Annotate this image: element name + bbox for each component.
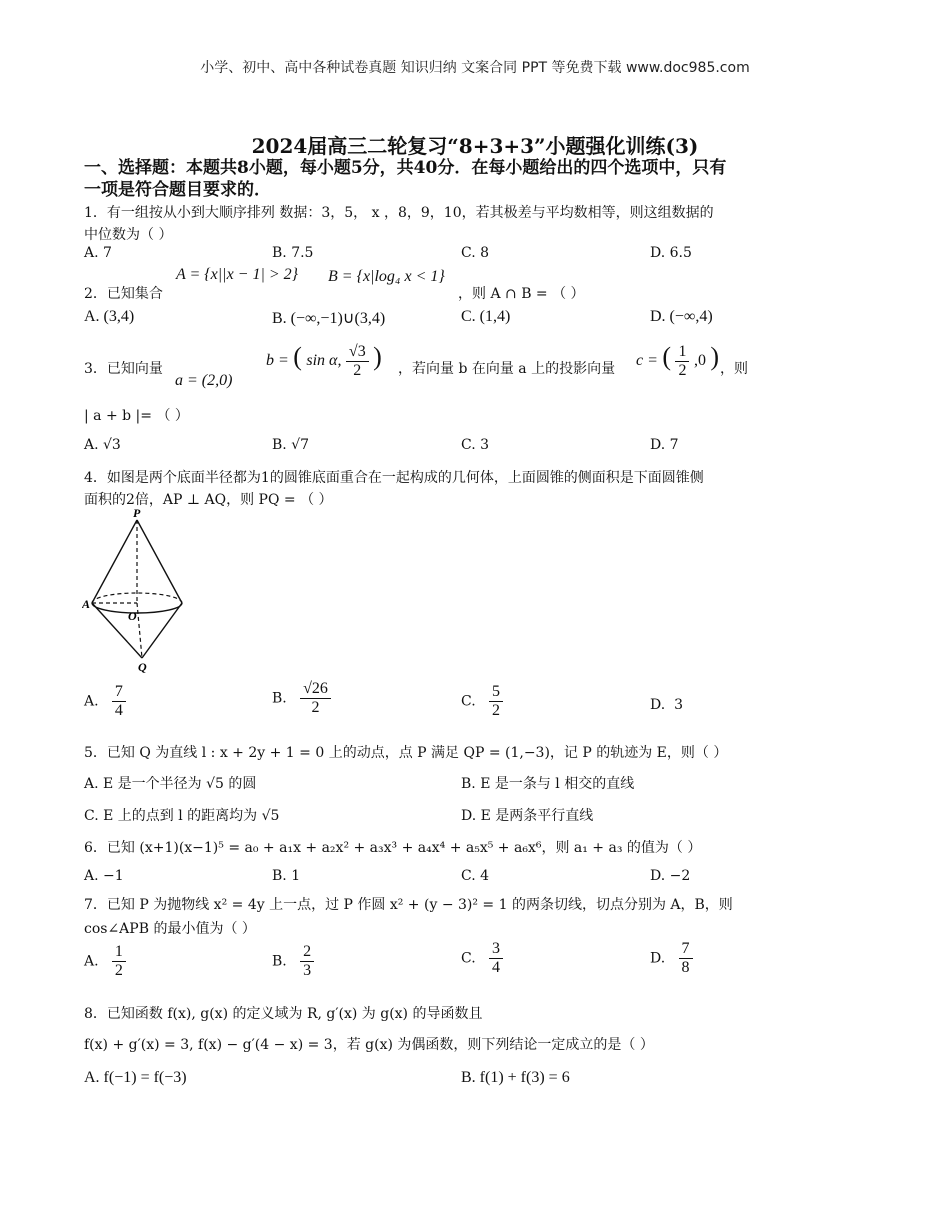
q2-stem-prefix: 2．已知集合 [84,286,163,302]
q7-stem-line1: 7．已知 P 为抛物线 x² = 4y 上一点，过 P 作圆 x² + (y − 3)² = 1 的两条切线，切点分别为 A，B，则 [84,897,733,913]
q8-stem-line1: 8．已知函数 f(x), g(x) 的定义域为 R, g′(x) 为 g(x) 的导函数且 [84,1006,483,1022]
q8-option-b: B. f(1) + f(3) = 6 [461,1069,570,1086]
q5-stem: 5．已知 Q 为直线 l : x + 2y + 1 = 0 上的动点，点 P 满足 QP = (1,−3)，记 P 的轨迹为 E，则（ ） [84,745,728,761]
q6-option-c: C. 4 [461,868,490,884]
label-a: A [82,597,91,611]
q2-option-b: B. (−∞,−1)∪(3,4) [272,310,386,327]
q4-option-c: C. $\frac{5}{2}$ [461,683,503,720]
label-o: O [128,609,137,623]
q2-set-a: A = {x||x − 1| > 2} [176,266,299,283]
q3-stem-mid: ，若向量 b 在向量 a 上的投影向量 [398,361,616,377]
label-p: P [133,508,141,520]
q6-option-d: D. −2 [650,868,691,884]
q3-stem-prefix: 3．已知向量 [84,361,163,377]
q3-option-b: B. √7 [272,437,310,453]
page-header: 小学、初中、高中各种试卷真题 知识归纳 文案合同 PPT 等免费下载 www.doc985.com [200,60,750,76]
q2-set-b: B = {x|log₄ x < 1} [328,268,445,285]
page-title: 2024届高三二轮复习“8+3+3”小题强化训练(3) [251,134,699,158]
q4-stem-line1: 4．如图是两个底面半径都为1的圆锥底面重合在一起构成的几何体，上面圆锥的侧面积是下面圆锥侧 [84,470,704,486]
q1-stem-line2: 中位数为（ ） [84,227,173,243]
q3-option-d: D. 7 [650,437,679,453]
q4-option-a: A. $\frac{7}{4}$ [84,683,126,720]
q8-stem-line2: f(x) + g′(x) = 3, f(x) − g′(4 − x) = 3，若 g(x) 为偶函数，则下列结论一定成立的是（ ） [84,1037,654,1053]
q6-option-a: A. −1 [84,868,124,884]
q5-option-a: A. E 是一个半径为 √5 的圆 [84,776,257,792]
q7-option-b: B. $\frac{2}{3}$ [272,943,314,980]
double-cone-figure [82,508,192,678]
q1-option-d: D. 6.5 [650,245,692,261]
q2-option-d: D. (−∞,4) [650,308,713,325]
q4-stem-line2: 面积的2倍，AP ⊥ AQ，则 PQ = （ ） [84,492,333,508]
q7-option-d: D. $\frac{7}{8}$ [650,940,693,977]
q7-option-c: C. $\frac{3}{4}$ [461,940,503,977]
q3-stem-suffix: ，则 [720,361,748,377]
q4-option-b: B. $\frac{√26}{2}$ [272,680,331,717]
q2-stem-suffix: ，则 A ∩ B = （ ） [458,286,585,302]
q1-option-b: B. 7.5 [272,245,314,261]
q7-option-a: A. $\frac{1}{2}$ [84,943,126,980]
q3-vector-c: c = ( $\frac{1}{2}$ ,0 ) [636,342,720,379]
q3-vector-b: b = ( sin α, $\frac{√3}{2}$ ) [266,342,382,379]
q1-stem-line1: 1．有一组按从小到大顺序排列 数据：3，5， x ，8，9，10，若其极差与平均数相等，则这组数据的 [84,205,714,221]
q3-option-c: C. 3 [461,437,490,453]
section-heading: 一、选择题：本题共8小题，每小题5分，共40分．在每小题给出的四个选项中，只有 一项是符合题目要求的． [84,158,727,200]
q5-option-d: D. E 是两条平行直线 [461,808,594,824]
q3-vector-a: a = (2,0) [175,372,233,389]
q1-option-a: A. 7 [84,245,112,261]
q2-option-a: A. (3,4) [84,308,135,325]
q5-option-b: B. E 是一条与 l 相交的直线 [461,776,635,792]
q6-option-b: B. 1 [272,868,301,884]
q7-stem-line2: cos∠APB 的最小值为（ ） [84,921,256,937]
label-q: Q [138,660,147,674]
q1-option-c: C. 8 [461,245,490,261]
q4-option-d: D. 3 [650,697,684,713]
q3-stem-line2: | a + b |= （ ） [84,408,189,424]
q6-stem: 6．已知 (x+1)(x−1)⁵ = a₀ + a₁x + a₂x² + a₃x³ + a₄x⁴ + a₅x⁵ + a₆x⁶，则 a₁ + a₃ 的值为（ ） [84,840,702,856]
q5-option-c: C. E 上的点到 l 的距离均为 √5 [84,808,280,824]
q2-option-c: C. (1,4) [461,308,511,325]
q3-option-a: A. √3 [84,437,121,453]
q8-option-a: A. f(−1) = f(−3) [84,1069,187,1086]
